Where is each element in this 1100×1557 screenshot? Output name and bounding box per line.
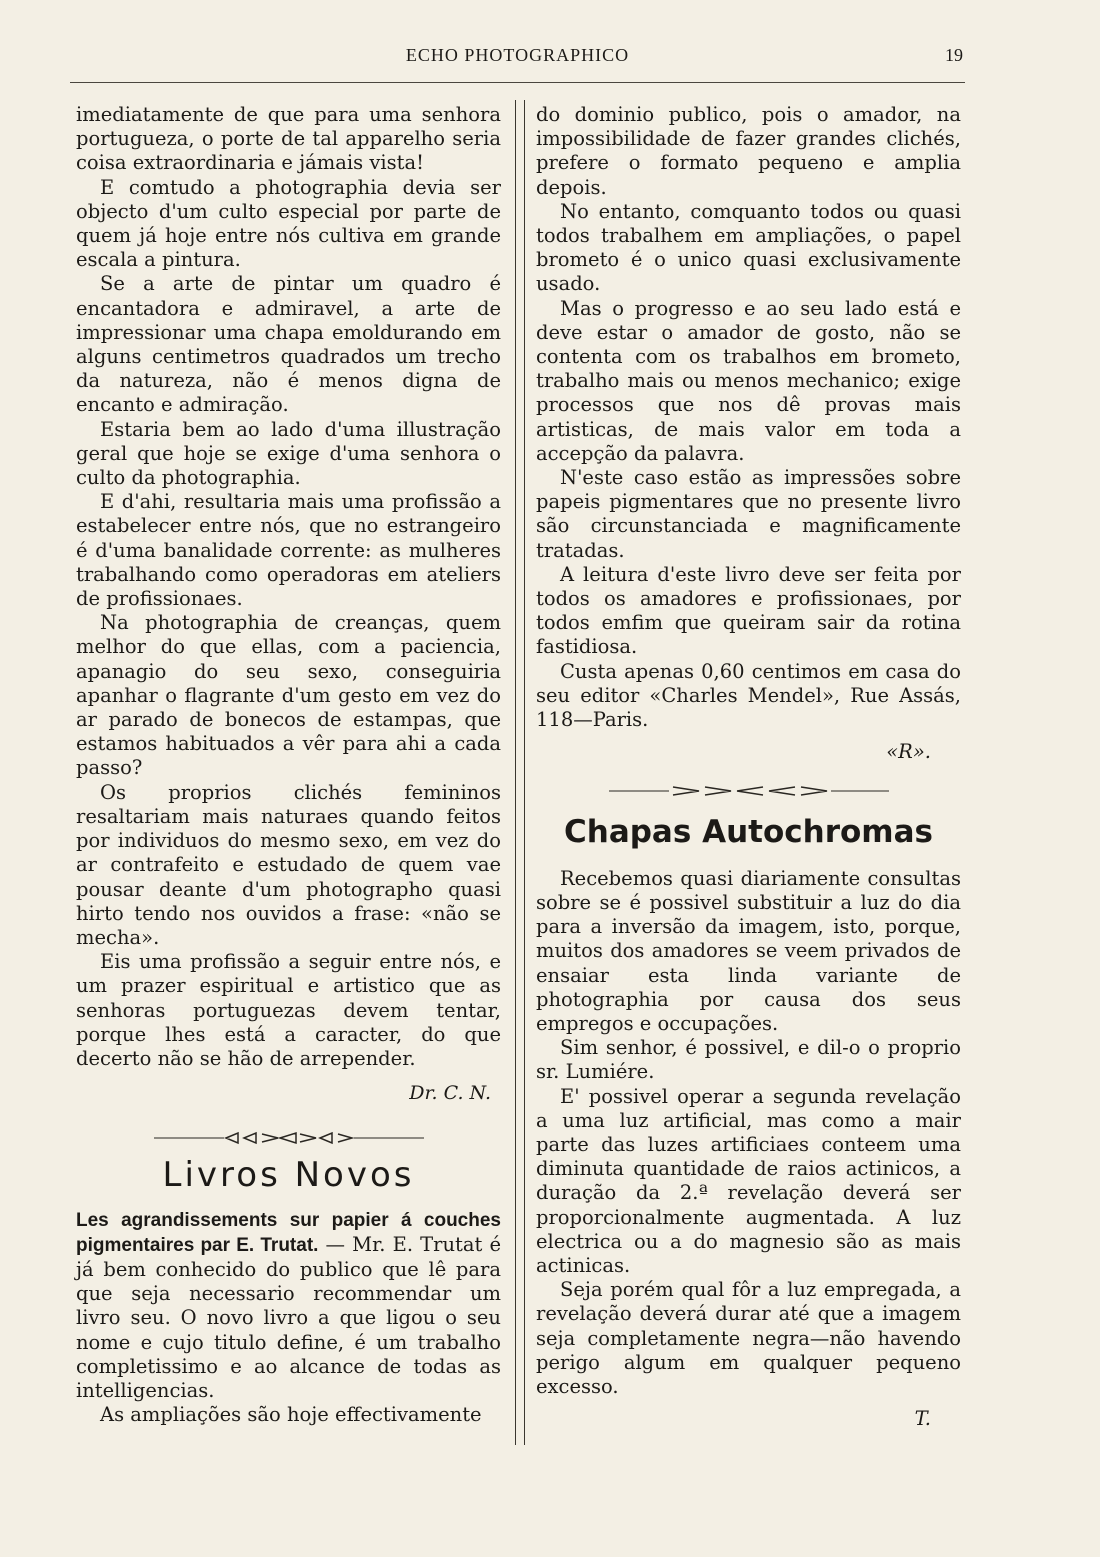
review-text: — Mr. E. Trutat é já bem conhecido do publico que lê para que seja necessario recommendar um livro seu. O novo livro a que ligou o seu nome e cujo titulo define, é um trabalho completissimo e ao alcance de todas as intelligencias. (76, 1232, 501, 1402)
section-ornament (609, 784, 889, 798)
running-header (70, 40, 965, 83)
section-ornament (154, 1131, 424, 1145)
paragraph: Custa apenas 0,60 centimos em casa do seu editor «Charles Mendel», Rue Assás, 118—Paris. (536, 659, 961, 732)
author-signature: T. (914, 1407, 931, 1431)
paragraph: As ampliações são hoje effectivamente (100, 1403, 482, 1427)
page-number: 19 (945, 45, 963, 65)
book-review-paragraph (76, 1208, 501, 1404)
paragraph: E' possivel operar a segunda revelação a uma luz artificial, mas como a mair parte das luzes artificiaes conteem uma diminuta quantidade de raios actinicos, a duração da 2.ª revelação deverá ser proporcionalmente augmentada. A luz electrica ou a do magnesio são as mais actinicas. (536, 1084, 961, 1277)
paragraph: E d'ahi, resultaria mais uma profissão a estabelecer entre nós, que no estrangeiro é d'uma banalidade corrente: as mulheres trabalhando como operadoras em ateliers de profissionaes. (76, 490, 501, 611)
paragraph: Seja porém qual fôr a luz empregada, a revelação deverá durar até que a imagem seja completamente negra—não havendo perigo algum em qualquer pequeno excesso. (536, 1278, 961, 1398)
paragraph: Eis uma profissão a seguir entre nós, e um prazer espiritual e artistico que as senhoras portuguezas devem tentar, porque lhes está a caracter, do que decerto não se hão de arrepender. (76, 950, 501, 1070)
paragraph: Se a arte de pintar um quadro é encantadora e admiravel, a arte de impressionar uma chapa emoldurando em alguns centimetros quadrados um trecho da natureza, não é menos digna de encanto e admiração. (76, 272, 501, 417)
paragraph: Os proprios clichés femininos resaltariam mais naturaes quando feitos por individuos do mesmo sexo, em vez do ar contrafeito e estudado de quem vae pousar deante d'um photographo quasi hirto tendo nos ouvidos a frase: «não se mecha». (76, 780, 501, 949)
author-signature: Dr. C. N. (409, 1082, 491, 1105)
paragraph: No entanto, comquanto todos ou quasi todos trabalhem em ampliações, o papel brometo é o unico quasi exclusivamente usado. (536, 199, 961, 296)
paragraph: Estaria bem ao lado d'uma illustração geral que hoje se exige d'uma senhora o culto da photographia. (76, 417, 501, 490)
paragraph: imediatamente de que para uma senhora portugueza, o porte de tal apparelho seria coisa extraordinaria e jámais vista! (76, 103, 501, 175)
book-title: Les agrandissements sur papier á couches pigmentaires par E. Trutat. (76, 1209, 501, 1256)
paragraph: Sim senhor, é possivel, e dil-o o proprio sr. Lumiére. (536, 1036, 961, 1084)
section-heading: Chapas Autochromas (564, 814, 933, 851)
reviewer-signature: «R». (886, 740, 931, 764)
section-heading: Livros Novos (162, 1155, 415, 1196)
left-column (76, 103, 501, 1427)
paragraph: Recebemos quasi diariamente consultas sobre se é possivel substituir a luz do dia para a inversão da imagem, isto, porque, muitos dos amadores se veem privados de ensaiar esta linda variante de photographia por causa dos seus empregos e occupações. (536, 866, 961, 1035)
paragraph: N'este caso estão as impressões sobre papeis pigmentares que no presente livro são circunstanciada e magnificamente tratadas. (536, 466, 961, 562)
paragraph: E comtudo a photographia devia ser objecto d'um culto especial por parte de quem já hoje entre nós cultiva em grande escala a pintura. (76, 175, 501, 272)
right-column (536, 103, 961, 1431)
paragraph: do dominio publico, pois o amador, na impossibilidade de fazer grandes clichés, prefere o formato pequeno e amplia depois. (536, 103, 961, 199)
publication-title: ECHO PHOTOGRAPHICO (405, 45, 630, 65)
paragraph: Mas o progresso e ao seu lado está e deve estar o amador de gosto, não se contenta com os trabalhos em brometo, trabalho mais ou menos mechanico; exige processos que nos dê provas mais artisticas, de mais valor em toda a accepção da palavra. (536, 296, 961, 465)
paragraph: A leitura d'este livro deve ser feita por todos os amadores e profissionaes, por todos emfim que queiram sair da rotina fastidiosa. (536, 562, 961, 659)
column-divider (515, 100, 525, 1445)
paragraph: Na photographia de creanças, quem melhor do que ellas, com a paciencia, apanagio do seu sexo, conseguiria apanhar o flagrante d'um gesto em vez do ar parado de bonecos de estampas, que estamos habituados a vêr para ahi a cada passo? (76, 611, 501, 780)
